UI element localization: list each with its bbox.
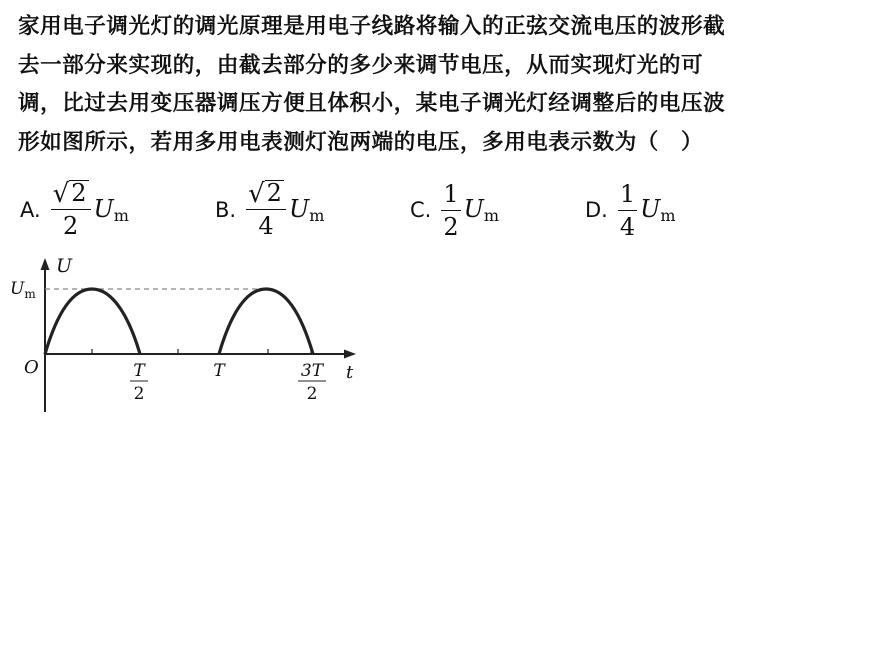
question-line-4: 形如图所示，若用多用电表测灯泡两端的电压，多用电表示数为（ ）: [18, 129, 704, 155]
voltage-waveform-graph: [0, 250, 380, 420]
question-line-2: 去一部分来实现的，由截去部分的多少来调节电压，从而实现灯光的可: [18, 52, 704, 78]
x-axis-label: t: [346, 362, 354, 383]
option-c-variable: $U_m$: [463, 195, 500, 225]
option-b-numerator: [246, 180, 286, 208]
option-c-fraction: [441, 180, 460, 241]
y-axis-arrow-icon: [41, 258, 50, 270]
option-a-denominator: 2: [62, 211, 79, 240]
y-axis-label: U: [56, 255, 73, 277]
peak-label: $U_m$: [10, 279, 36, 301]
option-a-fraction: [51, 180, 91, 239]
option-b-variable: $U_m$: [288, 195, 325, 225]
option-b-fraction: [246, 180, 286, 239]
option-d[interactable]: [585, 175, 676, 245]
option-a[interactable]: [20, 175, 129, 245]
origin-label: O: [24, 357, 39, 378]
tick-label-3t-half-num: 3T: [300, 361, 324, 381]
x-axis-arrow-icon: [344, 350, 356, 359]
question-line-1: 家用电子调光灯的调光原理是用电子线路将输入的正弦交流电压的波形截: [18, 14, 726, 39]
question-text: [18, 8, 880, 162]
option-d-numerator: 1: [619, 179, 636, 208]
tick-label-t: T: [213, 361, 225, 381]
waveform-hump-1: [45, 289, 140, 354]
option-a-radicand: 2: [71, 179, 87, 208]
tick-label-3t-half-den: 2: [306, 384, 318, 404]
option-d-letter: D.: [585, 198, 608, 222]
tick-label-t-half-num: T: [133, 361, 145, 381]
option-d-fraction: [618, 180, 637, 241]
option-a-variable: $U_m$: [93, 195, 129, 225]
question-line-3: 调，比过去用变压器调压方便且体积小，某电子调光灯经调整后的电压波: [18, 91, 726, 116]
option-b-radicand: 2: [266, 179, 282, 208]
option-a-letter: A.: [20, 198, 41, 222]
option-d-variable: $U_m$: [640, 195, 676, 225]
option-b-denominator: 4: [258, 211, 274, 240]
sqrt-icon: √: [52, 178, 70, 209]
option-d-denominator: 4: [619, 212, 636, 241]
option-c-letter: C.: [410, 198, 432, 222]
waveform-hump-2: [219, 289, 313, 354]
option-a-numerator: [51, 180, 91, 208]
option-c[interactable]: [410, 175, 499, 245]
tick-label-t-half-den: 2: [133, 384, 145, 404]
sqrt-icon: √: [248, 178, 265, 209]
option-b[interactable]: [215, 175, 324, 245]
option-c-numerator: 1: [443, 179, 459, 208]
option-c-denominator: 2: [443, 212, 459, 241]
option-b-letter: B.: [215, 198, 237, 222]
